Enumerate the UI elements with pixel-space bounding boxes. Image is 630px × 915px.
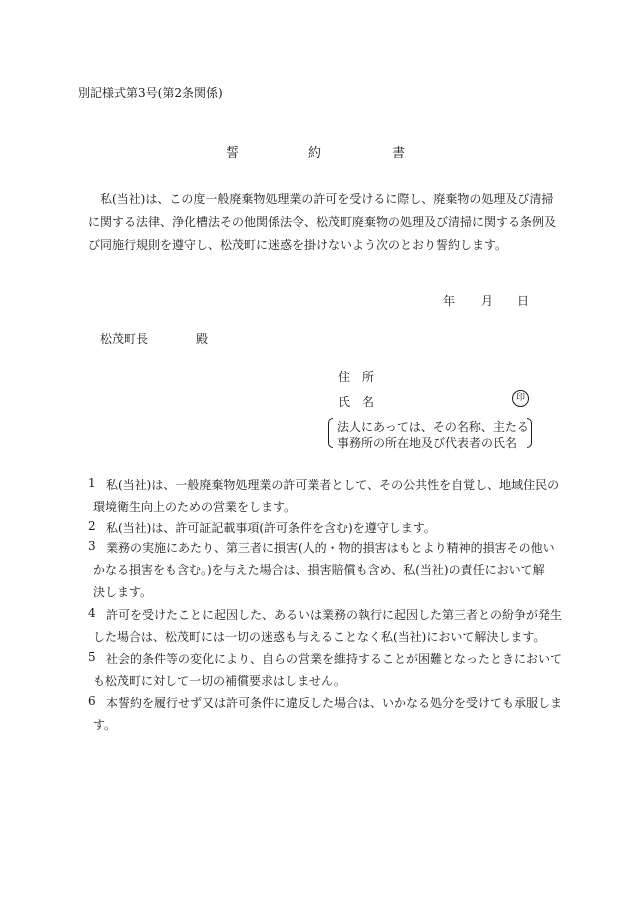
clause-line: した場合は、松茂町には一切の迷惑も与えることなく私(当社)において解決します。 bbox=[93, 630, 546, 644]
clause-number: 6 bbox=[88, 694, 96, 708]
corporate-note-line-1: 法人にあっては、その名称、主たる bbox=[337, 420, 529, 434]
date-year-label: 年 bbox=[443, 294, 456, 308]
date-month-label: 月 bbox=[481, 294, 494, 308]
title-char-3: 書 bbox=[392, 146, 406, 161]
name-label: 氏 名 bbox=[338, 395, 375, 409]
date-day-label: 日 bbox=[517, 294, 530, 308]
clause-line: も松茂町に対して一切の補償要求はしません。 bbox=[93, 674, 346, 688]
clause-line: 許可を受けたことに起因した、あるいは業務の執行に起因した第三者との紛争が発生 bbox=[106, 608, 563, 622]
title-char-1: 誓 bbox=[226, 146, 240, 161]
corporate-note bbox=[328, 416, 532, 450]
intro-line-2: に関する法律、浄化槽法その他関係法令、松茂町廃棄物の処理及び清掃に関する条例及 bbox=[88, 215, 557, 229]
clause-line: 私(当社)は、許可証記載事項(許可条件を含む)を遵守します。 bbox=[106, 521, 436, 535]
clause-number: 4 bbox=[88, 606, 96, 620]
clause-line: 社会的条件等の変化により、自らの営業を維持することが困難となったときにおいて bbox=[106, 652, 563, 666]
right-brace bbox=[527, 418, 532, 448]
clause-line: 本誓約を履行せず又は許可条件に違反した場合は、いかなる処分を受けても承服しま bbox=[106, 696, 563, 710]
clause-line: 環境衛生向上のための営業をします。 bbox=[93, 500, 297, 514]
clause-number: 1 bbox=[88, 476, 96, 490]
clause-line: す。 bbox=[93, 718, 117, 732]
intro-line-1: 私(当社)は、この度一般廃棄物処理業の許可を受けるに際し、廃棄物の処理及び清掃 bbox=[100, 192, 554, 206]
intro-line-3: び同施行規則を遵守し、松茂町に迷惑を掛けないよう次のとおり誓約します。 bbox=[88, 238, 508, 252]
clause-line: 決します。 bbox=[93, 585, 153, 599]
seal-mark-icon: 印 bbox=[512, 390, 529, 407]
left-brace bbox=[328, 418, 333, 448]
clause-line: かなる損害をも含む。)を与えた場合は、損害賠償も含め、私(当社)の責任において解 bbox=[93, 563, 545, 577]
clause-line: 私(当社)は、一般廃棄物処理業の許可業者として、その公共性を自覚し、地域住民の bbox=[106, 478, 560, 492]
clause-number: 5 bbox=[88, 650, 96, 664]
form-label: 別記様式第3号(第2条関係) bbox=[78, 86, 223, 100]
address-label: 住 所 bbox=[338, 370, 375, 384]
title-char-2: 約 bbox=[308, 146, 322, 161]
corporate-note-line-2: 事務所の所在地及び代表者の氏名 bbox=[337, 436, 518, 450]
clause-number: 2 bbox=[88, 519, 96, 533]
clause-line: 業務の実施にあたり、第三者に損害(人的・物的損害はもとより精神的損害その他い bbox=[106, 541, 555, 555]
honorific: 殿 bbox=[196, 332, 209, 346]
clause-number: 3 bbox=[88, 539, 96, 553]
addressee: 松茂町長 bbox=[100, 332, 149, 346]
